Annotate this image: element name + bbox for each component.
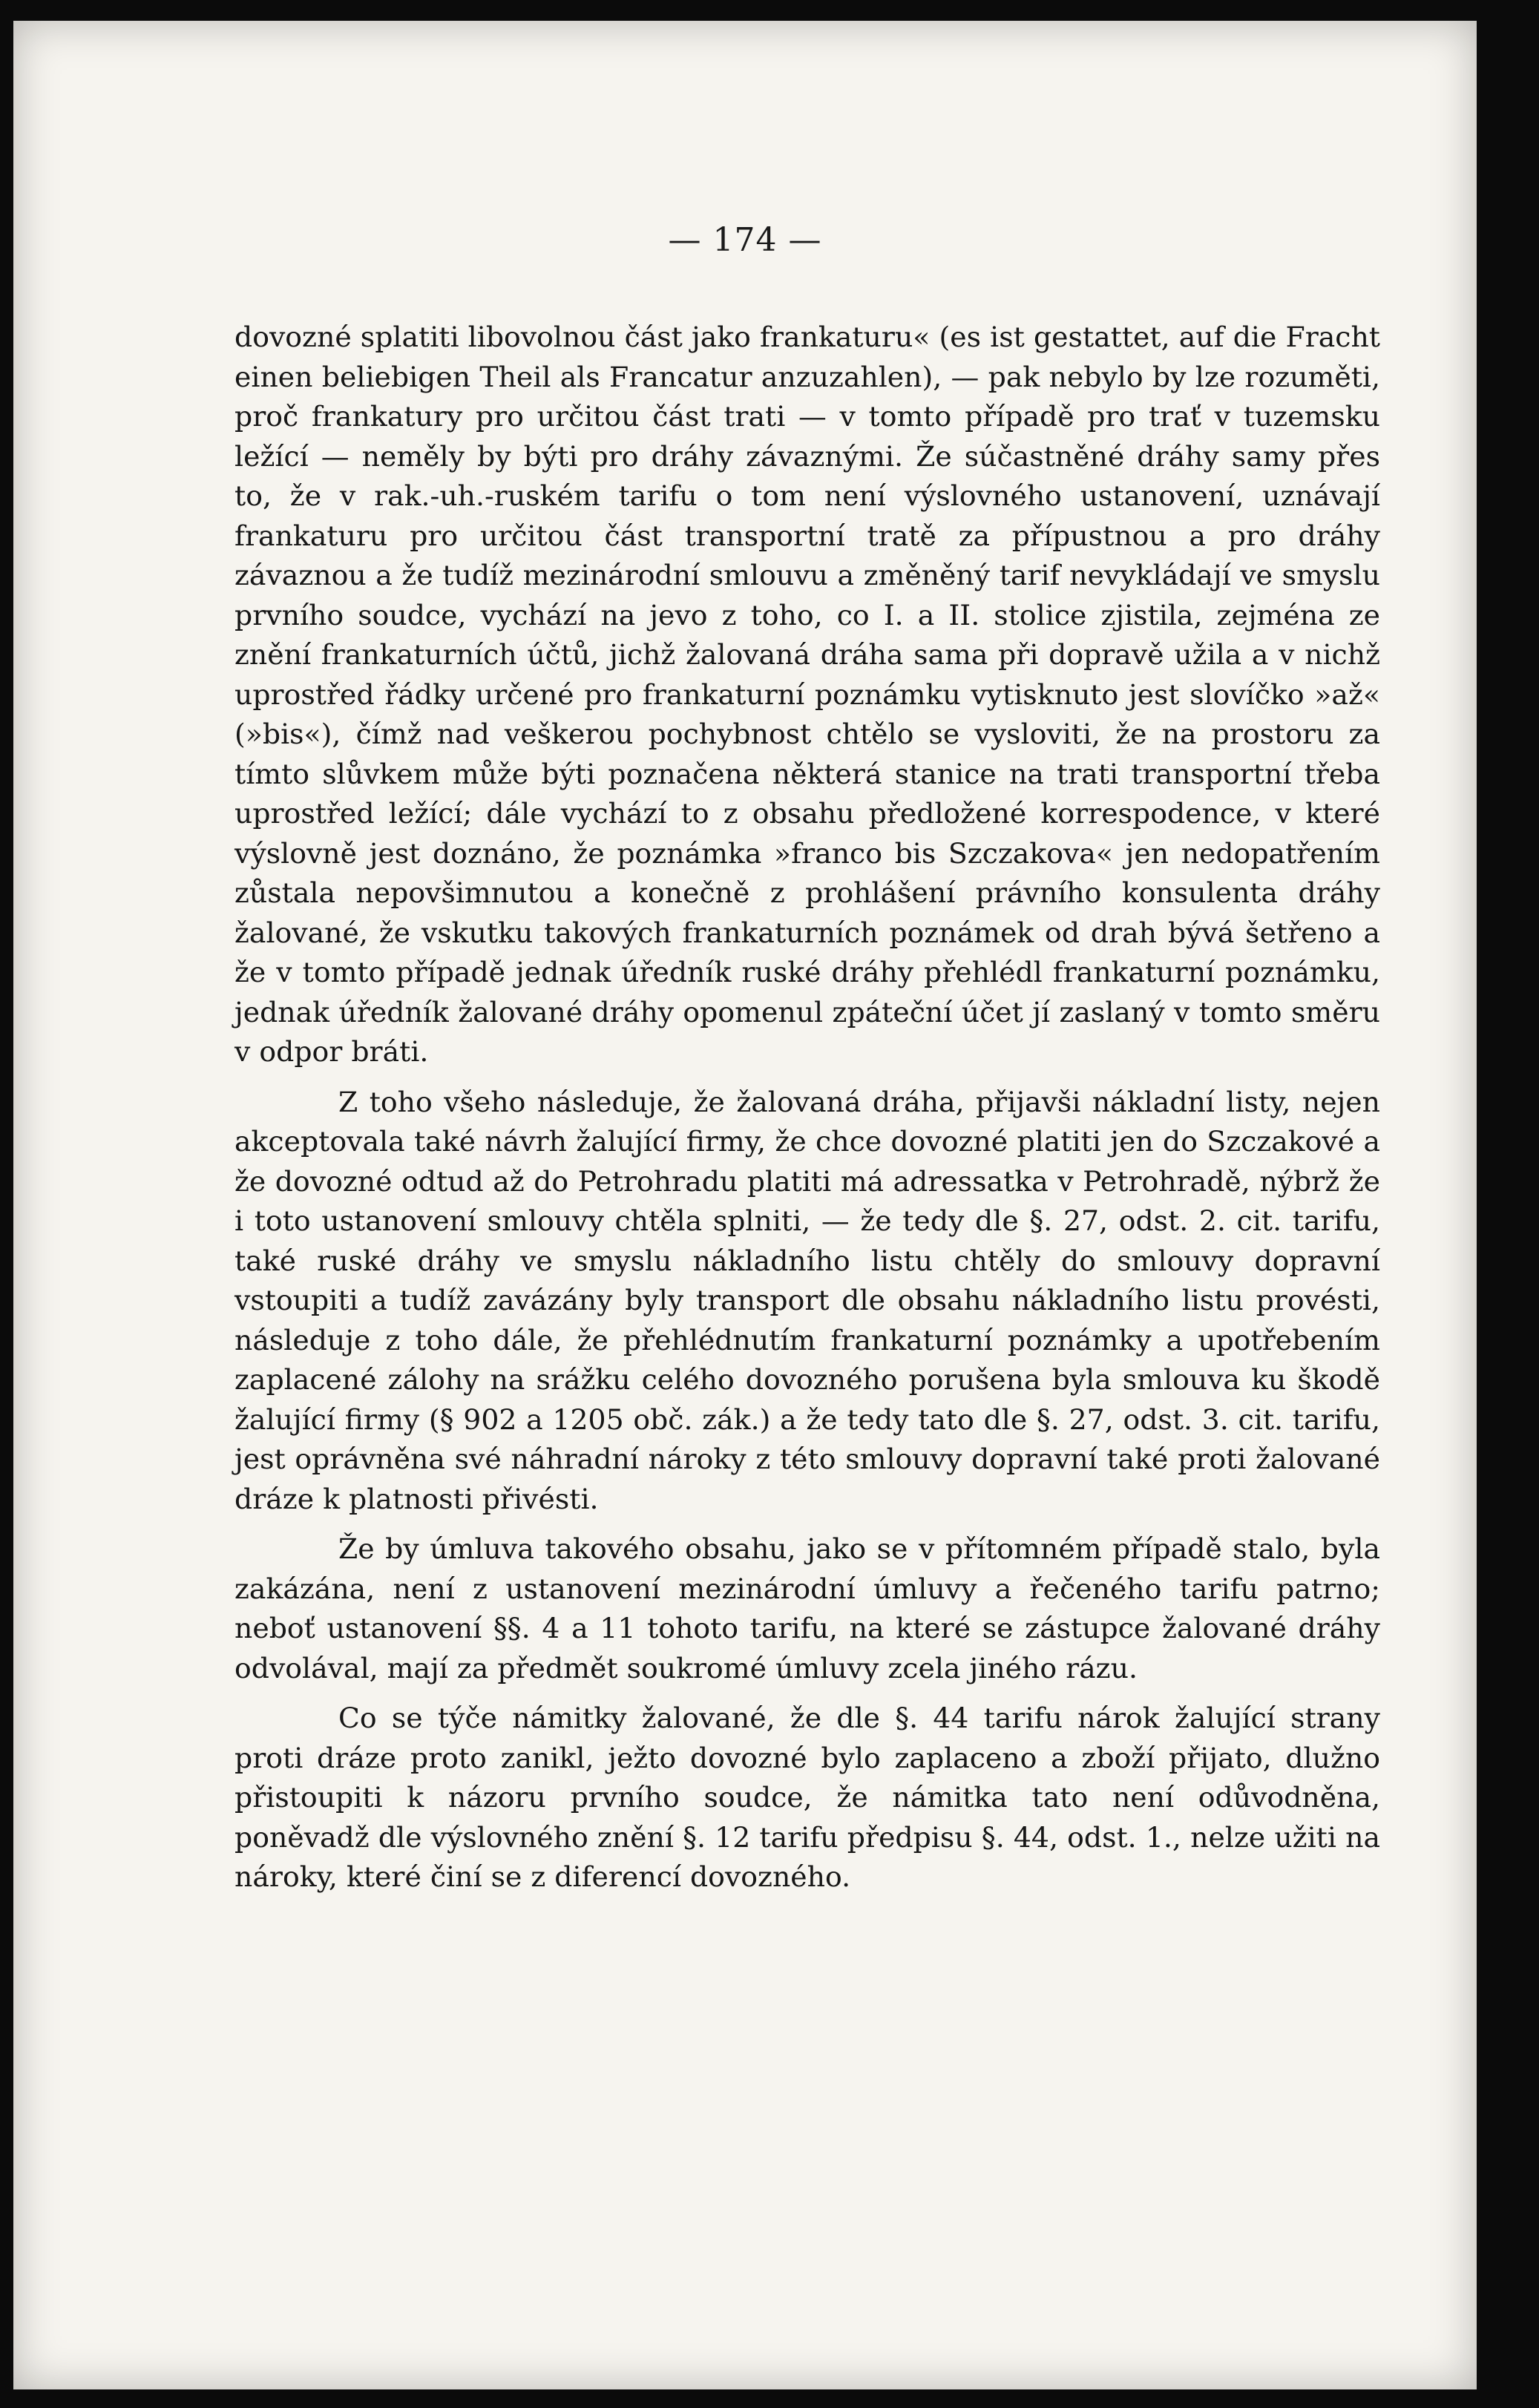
scanned-page	[13, 21, 1477, 2389]
page-number-header: — 174 —	[668, 221, 822, 259]
body-text	[234, 318, 1380, 1897]
paragraph-2: Z toho všeho následuje, že žalovaná dráha, přijavši nákladní listy, nejen akceptovala také návrh žalující firmy, že chce dovozné platiti jen do Szczakové a že dovozné odtud až do Petrohradu platiti má adressatka v Petrohradě, nýbrž že i toto ustanovení smlouvy chtěla splniti, — že tedy dle §. 27, odst. 2. cit. tarifu, také ruské dráhy ve smyslu nákladního listu chtěly do smlouvy dopravní vstoupiti a tudíž zavázány byly transport dle obsahu nákladního listu provésti, následuje z toho dále, že přehlédnutím frankaturní poznámky a upotřebením zaplacené zálohy na srážku celého dovozného porušena byla smlouva ku škodě žalující firmy (§ 902 a 1205 obč. zák.) a že tedy tato dle §. 27, odst. 3. cit. tarifu, jest oprávněna své náhradní nároky z této smlouvy dopravní také proti žalované dráze k platnosti přivésti.	[234, 1085, 1380, 1515]
paragraph-1: dovozné splatiti libovolnou část jako frankaturu« (es ist gestattet, auf die Fracht einen beliebigen Theil als Francatur anzuzahlen), — pak nebylo by lze rozuměti, proč frankatury pro určitou část trati — v tomto případě pro trať v tuzemsku ležící — neměly by býti pro dráhy závaznými. Že súčastněné dráhy samy přes to, že v rak.-uh.-ruském tarifu o tom není výslovného ustanovení, uznávají frankaturu pro určitou část transportní tratě za přípustnou a pro dráhy závaznou a že tudíž mezinárodní smlouvu a změněný tarif nevykládají ve smyslu prvního soudce, vychází na jevo z toho, co I. a II. stolice zjistila, zejména ze znění frankaturních účtů, jichž žalovaná dráha sama při dopravě užila a v nichž uprostřed řádky určené pro frankaturní poznámku vytisknuto jest slovíčko »až« (»bis«), čímž nad veškerou pochybnost chtělo se vysloviti, že na prostoru za tímto slůvkem může býti poznačena některá stanice na trati transportní třeba uprostřed ležící; dále vychází to z obsahu předložené korrespodence, v které výslovně jest doznáno, že poznámka »franco bis Szczakova« jen nedopatřením zůstala nepovšimnutou a konečně z prohlášení právního konsulenta dráhy žalované, že vskutku takových frankaturních poznámek od drah bývá šetřeno a že v tomto případě jednak úředník ruské dráhy přehlédl frankaturní poznámku, jednak úředník žalované dráhy opomenul zpáteční účet jí zaslaný v tomto směru v odpor bráti.	[234, 321, 1380, 1068]
paragraph-4: Co se týče námitky žalované, že dle §. 44 tarifu nárok žalující strany proti dráze proto zanikl, ježto dovozné bylo zaplaceno a zboží přijato, dlužno přistoupiti k názoru prvního soudce, že námitka tato není odůvodněna, poněvadž dle výslovného znění §. 12 tarifu předpisu §. 44, odst. 1., nelze užiti na nároky, které činí se z diferencí dovozného.	[234, 1702, 1380, 1893]
paragraph-3: Že by úmluva takového obsahu, jako se v přítomném případě stalo, byla zakázána, není z ustanovení mezinárodní úmluvy a řečeného tarifu patrno; neboť ustanovení §§. 4 a 11 tohoto tarifu, na které se zástupce žalované dráhy odvolával, mají za předmět soukromé úmluvy zcela jiného rázu.	[234, 1532, 1380, 1684]
